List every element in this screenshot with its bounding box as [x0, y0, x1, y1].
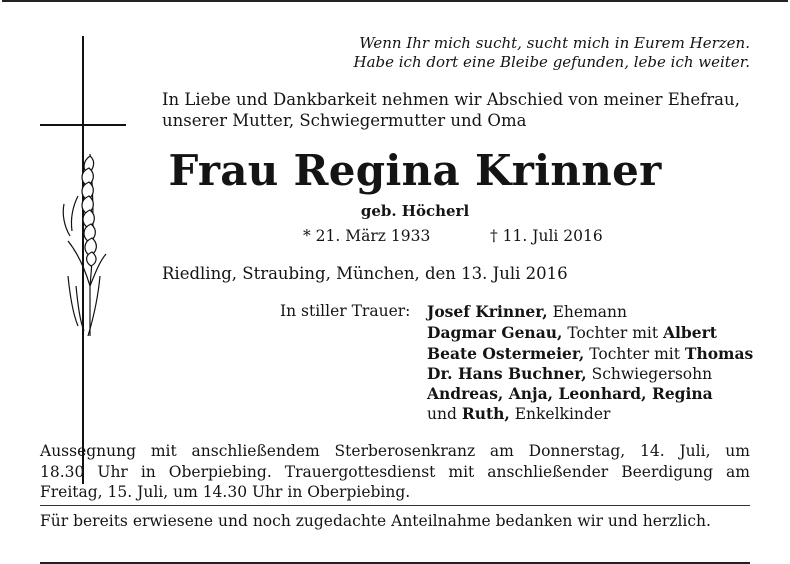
intro-text: unserer Mutter, Schwiegermutter und Oma	[162, 111, 527, 130]
mourner-row: Andreas, Anja, Leonhard, Regina	[427, 384, 713, 403]
mourner-row: Dagmar Genau, Tochter mit Albert	[427, 323, 717, 342]
cross-with-wheat-icon	[40, 36, 130, 486]
mourner-row: und Ruth, Enkelkinder	[427, 404, 611, 423]
thanks-text: Für bereits erwiesene und noch zugedachte Anteilnahme bedanken wir und herzlich.	[40, 512, 711, 530]
death-date: † 11. Juli 2016	[490, 227, 603, 245]
mourner-row: Beate Ostermeier, Tochter mit Thomas	[427, 344, 754, 363]
place-date: Riedling, Straubing, München, den 13. Juli 2016	[162, 264, 568, 283]
mourner-row: Dr. Hans Buchner, Schwiegersohn	[427, 364, 713, 383]
quote-line: Wenn Ihr mich sucht, sucht mich in Eurem Herzen.	[359, 34, 750, 52]
wheat-ear-icon	[82, 156, 96, 266]
deceased-name: Frau Regina Krinner	[168, 146, 662, 195]
ceremony-text: 18.30 Uhr in Oberpiebing. Trauergottesdienst mit anschließender Beerdigung am	[40, 463, 750, 481]
divider	[40, 505, 750, 506]
mourner-row: Josef Krinner, Ehemann	[427, 302, 627, 321]
mourners-label: In stiller Trauer:	[280, 302, 411, 320]
birth-name: geb. Höcherl	[360, 202, 470, 220]
intro-text: In Liebe und Dankbarkeit nehmen wir Abschied von meiner Ehefrau,	[162, 90, 740, 109]
top-border	[2, 0, 788, 2]
ceremony-text: Freitag, 15. Juli, um 14.30 Uhr in Oberpiebing.	[40, 483, 411, 501]
quote-line: Habe ich dort eine Bleibe gefunden, lebe ich weiter.	[353, 53, 750, 71]
cross-icon	[40, 36, 126, 484]
ceremony-text: Aussegnung mit anschließendem Sterberosenkranz am Donnerstag, 14. Juli, um	[40, 442, 750, 460]
birth-date: * 21. März 1933	[303, 227, 431, 245]
